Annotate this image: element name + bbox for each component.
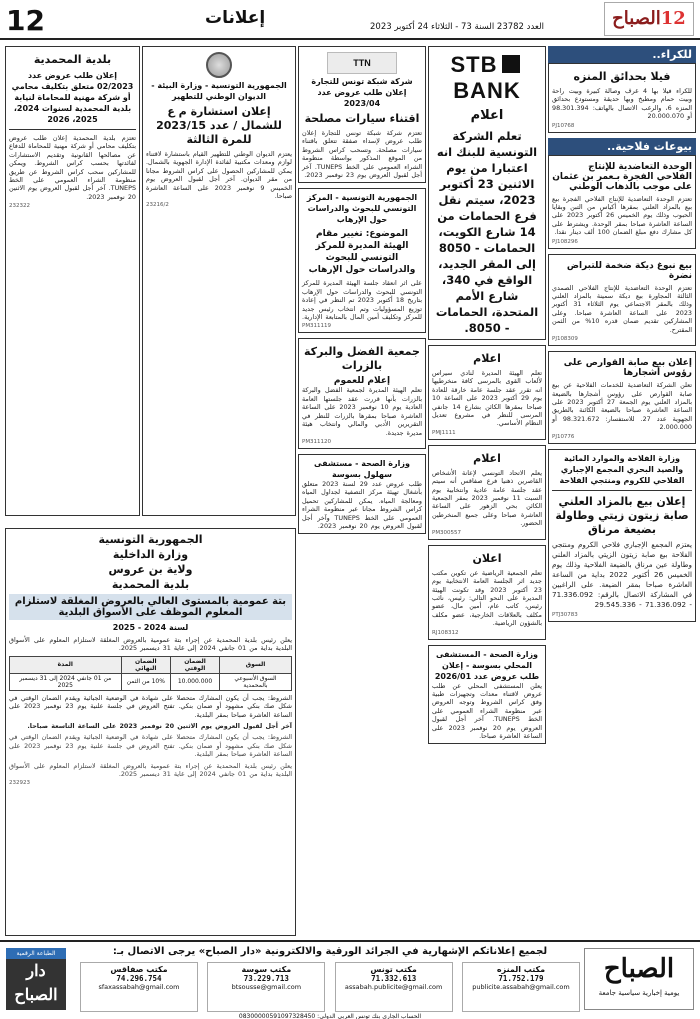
olive-ministry: وزارة الفلاحة والموارد المائية والصيد البحري المجمع الإجباري الفلاحي للكروم ومنتجي الفلاحة — [559, 453, 685, 485]
association-title: جمعية الفضل والبركة بالزرات — [304, 345, 420, 373]
office-sousse: مكتب سوسة 73.229.713 btsousse@gmail.com — [207, 962, 325, 1012]
municipality-title: بلدية المحمدية — [33, 53, 112, 66]
bank-account: الحساب الجاري بنك تونس العربي الدولي: 08300000591097328450 — [238, 1013, 422, 1019]
rent-ad — [548, 63, 696, 133]
auction-ad-2 — [548, 254, 696, 346]
offices-list — [80, 962, 580, 1012]
column-ttn — [298, 46, 426, 934]
column-onas — [142, 46, 296, 524]
center-subtitle: الموضوع: تغيير مقام الهيئة المديرة للمركز التونسي للبحوث والدراسات حول الإرهاب — [308, 229, 416, 276]
olive-title: إعلان بيع بالمزاد العلني صابة زيتون زيتي وطاولة بضيعة مرناق — [555, 494, 689, 536]
notice-3-body: تعلم الجمعية الرياضية عن تكوين مكتب جديد اثر الجلسة العامة الانتخابية يوم 23 أكتوبر 2023 وقد تكونت الهيئة المديرة على النحو التالي: رئيس، نائب رئيس، كاتب عام، أمين مال، عضو مكلف بالعلاقات الخارجية، عضو مكلف بالشؤون الرياضية. — [432, 568, 542, 628]
auction-ad-3 — [548, 351, 696, 443]
association-subtitle: إعلام للعموم — [333, 376, 391, 387]
notice-1-ref: PMJ1111 — [432, 429, 456, 436]
auction-3-title: إعلان بيع صابة القوارص على رؤوس أشجارها — [563, 358, 692, 379]
olive-ad — [548, 449, 696, 622]
wide-title-2: وزارة الداخلية — [112, 548, 189, 561]
assabah-logo: الصباح يومية إخبارية سياسية جامعة — [584, 948, 694, 1010]
newspaper-logo: 12الصباح — [604, 2, 694, 36]
ttn-subtitle: اقتناء سيارات مصلحة — [304, 112, 420, 125]
municipality-ref: 232322 — [9, 203, 30, 210]
auction-2-title: بيع نبوغ ديكة ضخمة للتبراض نضرة — [566, 260, 692, 281]
rent-ref: PJ10768 — [552, 122, 575, 129]
hospital-ad — [428, 645, 546, 745]
fees-header-temp: الضمان الوقتي — [171, 656, 220, 673]
wide-intro-repeat: يعلن رئيس بلدية المحمدية عن إجراء بتة عمومية بالعروض المغلقة لاستلزام المعلوم على الأسواق البلدية بداية من 01 جانفي 2024 إلى غاية 31 ديسمبر 2025. — [9, 761, 292, 779]
notice-2-head: اعلام — [473, 451, 501, 465]
dar-assabah-logo: الطباعة الرقمية دار الصباح — [6, 948, 66, 1010]
notice-1 — [428, 345, 546, 440]
fees-table — [9, 656, 292, 691]
wide-subject: بتة عمومية بالمستوى العالي بالعروض المغلقة لاستلزام المعلوم الموظف على الأسواق البلدية — [9, 594, 292, 620]
rent-body: للكراء فيلا بها 4 غرف وصالة كبيرة وبيت راحة وبيت حمام ومطبخ وبها حديقة ومستودع بحدائق المنزه 6، والرغب الاتصال بالهاتف: 98.301.394 أو 20.000.070 — [552, 87, 692, 121]
table-row: السوق الأسبوعي بالمحمدية 10.000.000 10% من الثمن من 01 جانفي 2024 إلى 31 ديسمبر 2025 — [10, 673, 292, 690]
notice-3-head: اعلان — [472, 551, 502, 565]
olive-ref: PTJ30783 — [552, 611, 578, 618]
wide-conditions: الشروط: يجب أن يكون المشارك متحصلا على شهادة في الوضعية الجبائية ويقدم الضمان الوقتي في شكل صك بنكي مشهود أو ضمان بنكي. تفتح العروض في جلسة علنية يوم 23 نوفمبر 2023 على الساعة العاشرة صباحا بمقر البلدية. — [9, 693, 292, 719]
auction-ad-1 — [548, 155, 696, 249]
column-stb — [428, 46, 546, 934]
onas-title: إعلان استشارة م ع للشمال / عدد 2023/15 للمرة الثالثة — [156, 105, 282, 146]
notice-1-body: تعلم الهيئة المديرة لنادي سيراس لألعاب القوى بالمرسى كافة منخرطيها انه تقرر عقد جلسة عامة خارقة للعادة يوم 29 أكتوبر 2023 على الساعة 10 صباحا بمقرها الكائن بشارع 14 جانفي المرسى للنظر في مشروع تعديل النظام الأساسي. — [432, 369, 542, 428]
stb-text: تعلم الشركة التونسية للبنك انه اعتبارا من يوم الاثنين 23 أكتوبر 2023، سيتم نقل فرع الحمامات من 14 شارع الكويت، الحمامات - 8050 إلى المقر الجديد، الواقع في 340، شارع الأمم المتحدة، الحمامات - 8050. — [435, 129, 539, 335]
auction-1-ref: PJ108296 — [552, 238, 578, 245]
office-tunis: مكتب تونس 71.332.613 assabah.publicite@gmail.com — [335, 962, 453, 1012]
rent-title: فيلا بحدائق المنزه — [573, 70, 671, 83]
market-tender-notice — [5, 528, 296, 936]
center-ref: PM311119 — [302, 323, 332, 330]
fees-header-final: الضمان النهائي — [121, 656, 170, 673]
auctions-section-label: بيوعات فلاحية.. — [548, 138, 696, 155]
ttn-body: تعتزم شركة شبكة تونس للتجارة إعلان طلب عروض لإسداء صفقة تتعلق باقتناء سيارات مصلحة. وتسحب كراس الشروط من الموقع المذكور بواسطة منظومة الشراء العمومي على الخط TUNEPS. آخر أجل لقبول العروض يوم 23 نوفمبر 2023. — [302, 129, 422, 180]
office-sfax: مكتب صفاقس 74.296.754 sfaxassabah@gmail.com — [80, 962, 198, 1012]
footer-title: لجميع إعلاناتكم الإشهارية في الجرائد الورقية والالكترونية «دار الصباح» يرجى الاتصال بـ: — [112, 946, 548, 957]
wide-title-1: الجمهورية التونسية — [98, 533, 203, 546]
wide-title-4: بلدية المحمدية — [111, 578, 190, 591]
auction-1-body: تعتزم الوحدة التعاضدية للإنتاج الفلاحي الفجرة بيع بيع بالمزاد العلني بمقرها أكياس من التبن وبقايا الحبوب وذلك يوم الخميس 26 أكتوبر 2023 على الساعة العاشرة صباحا بمقر الوحدة. ويشترط على كل مشارك دفع مبلغ الضمان 100 ألف دينار نقدا. — [552, 194, 693, 237]
wide-ref: 232923 — [9, 780, 30, 787]
health-title: وزارة الصحة - مستشفى سهلول بسوسة — [314, 458, 410, 479]
notice-1-head: اعلام — [473, 352, 501, 365]
health-ad — [298, 454, 426, 534]
fees-header-market: السوق — [219, 656, 291, 673]
page-header — [0, 0, 700, 40]
olive-body: يعتزم المجمع الإجباري فلاحي الكروم ومنتجي الفلاحة بيع صابة زيتون الزيتي بالمزاد العلني وطاولة عين مرناق بالضيعة الفلاحية وذلك يوم الخميس 26 أكتوبر 2022 بداية من الساعة العاشرة صباحا بمقر الضيعة. على الراغبين في المشاركة الاتصال بالرقم: 71.336.092 - 71.336.092 - 29.545.336 — [552, 539, 692, 609]
notice-2 — [428, 445, 546, 540]
ttn-ad — [298, 46, 426, 183]
auction-3-ref: PJ10776 — [552, 433, 575, 440]
notice-3 — [428, 545, 546, 640]
association-body: تعلم الهيئة المديرة لجمعية الفضل والبركة بالزرات بأنها قررت عقد جلستها العامة العادية يوم 10 نوفمبر 2023 على الساعة العاشرة صباحا بمقرها بالزرات للنظر في التقريرين الأدبي والمالي وانتخاب هيئة مديرة جديدة. — [302, 386, 422, 437]
hospital-title: وزارة الصحة - المستشفى المحلي بسوسة - إعلان طلب عروض عدد 2026/01 — [434, 649, 540, 681]
column-classifieds — [548, 46, 696, 934]
municipality-ad — [5, 46, 140, 516]
page-number: 12 — [6, 4, 45, 37]
onas-ministry: الجمهورية التونسية - وزارة البيئة - الديوان الوطني للتطهير — [151, 81, 287, 101]
wide-conditions-repeat: الشروط: يجب أن يكون المشارك متحصلا على شهادة في الوضعية الجبائية ويقدم الضمان الوقتي في شكل صك بنكي مشهود أو ضمان بنكي. تفتح العروض في جلسة علنية يوم 23 نوفمبر 2023 على الساعة العاشرة صباحا بمقر البلدية. — [9, 733, 292, 759]
advertising-footer — [0, 940, 700, 1019]
center-title: الجمهورية التونسية - المركز التونسي للبحوث والدراسات حول الإرهاب — [306, 193, 418, 225]
notice-3-ref: RJ108312 — [432, 629, 459, 636]
municipality-body: تعتزم بلدية المحمدية إعلان طلب عروض بتكليف محامي أو شركة مهنية للمحاماة للدفاع عن مصالحها القانونية وتقديم الاستشارات لفائدتها بحسب كراس الشروط. ويمكن للمشاركين سحب كراس الشروط عن طريق منظومة الشراء العمومي على الخط TUNEPS. آخر أجل لقبول العروض يوم الاثنين 20 نوفمبر 2023. — [9, 134, 136, 201]
column-municipality — [5, 46, 140, 524]
ttn-title: شركة شبكة تونس للتجارة إعلان طلب عروض عدد 2023/04 — [311, 77, 413, 108]
stb-logo: STBBANK — [450, 52, 521, 103]
section-title: إعلانات — [205, 8, 266, 28]
health-body: طلب عروض عدد 29 لسنة 2023 متعلق بأشغال تهيئة مركز التصفية لجداول المياه ومعالجة المياه. يمكن للمشاركين تحميل كراس الشروط مجانا عبر منظومة الشراء العمومي على الخط TUNEPS وآخر أجل لقبول العروض يوم 20 نوفمبر 2023. — [302, 479, 422, 530]
association-ad — [298, 338, 426, 448]
auction-2-body: تعتزم الوحدة التعاضدية للإنتاج الفلاحي الصمدي الثالثة المجاورة بيع ديكة سمينة بالمزاد العلني وذلك بالمقر الاجتماعي يوم الثلاثاء 31 أكتوبر 2023 على الساعة العاشرة صباحا. وعلى المشاركين تقديم ضمان قدره 10% من الثمن المقترح. — [552, 283, 692, 334]
fees-header-period: المدة — [10, 656, 122, 673]
notice-2-ref: PM300557 — [432, 529, 462, 536]
ministry-emblem-icon — [206, 52, 232, 78]
stb-heading: اعلام — [470, 108, 504, 123]
wide-period: لسنة 2024 - 2025 — [112, 623, 189, 632]
auction-2-ref: PJ108309 — [552, 336, 578, 343]
rent-section-label: للكراء.. — [548, 46, 696, 63]
onas-ad — [142, 46, 296, 516]
center-body: على اثر انعقاد جلسة الهيئة المديرة للمركز التونسي للبحوث والدراسات حول الإرهاب بتاريخ 18 أكتوبر 2023 تم النظر في إعادة توزيع المسؤوليات وتم انتخاب رئيس جديد للمركز وتكليف أمين المال بالمتابعة الإدارية. — [302, 279, 422, 322]
stb-mark-icon — [502, 55, 520, 73]
auction-1-title: الوحدة التعاضدية للإنتاج الفلاحي الفجرة بـعمر بن عثمان على موجب بالذهاب الوطني — [552, 161, 692, 192]
wide-title-3: ولاية بن عروس — [108, 563, 193, 576]
association-ref: PM311120 — [302, 438, 332, 445]
stb-ad — [428, 46, 546, 340]
ttn-logo: TTN — [327, 52, 397, 74]
wide-deadline: آخر أجل لقبول العروض يوم الاثنين 20 نوفمبر 2023 على الساعة التاسعة صباحا. — [27, 722, 292, 731]
notice-2-body: يعلم الاتحاد التونسي لإعانة الأشخاص القاصرين ذهنيا فرع صفاقس أنه سيتم عقد جلسة عامة عادية وانتخابية يوم السبت 11 نوفمبر 2023 بمقر الجمعية الكائن بحي الزهور على الساعة العاشرة صباحا وعلى جميع المنخرطين الحضور. — [432, 468, 542, 528]
auction-3-body: تعلن الشركة التعاضدية للخدمات الفلاحية عن بيع صابة القوارص على رؤوس أشجارها بالضيعة بالمزاد العلني يوم الجمعة 27 أكتوبر 2023 على الساعة العاشرة صباحا بالضيعة الكائنة بالطريق الجهوية عدد 27. للاستفسار: 98.321.672 أو 2.000.000 — [552, 381, 693, 432]
center-ad — [298, 188, 426, 333]
onas-body: يعتزم الديوان الوطني للتطهير القيام باستشارة لاقتناء لوازم ومعدات مكتبية لفائدة الإدارة الجهوية بالشمال. يمكن للمشاركين الحصول على كراس الشروط مجانا من مقر الديوان. آخر أجل لقبول العروض يوم الخميس 9 نوفمبر 2023 على الساعة العاشرة صباحا. — [146, 150, 292, 201]
municipality-subtitle: إعلان طلب عروض عدد 02/2023 متعلق بتكليف محامي أو شركة مهنية للمحاماة لنيابة بلدية المحمدية لسنوات 2024، 2025، 2026 — [11, 71, 134, 124]
issue-line: العدد 23782 السنة 73 - الثلاثاء 24 أكتوبر 2023 — [370, 22, 544, 32]
hospital-body: يعلن المستشفى المحلي عن طلب عروض لاقتناء معدات وتجهيزات طبية وفق كراس الشروط وتوجه العروض عبر منظومة الشراء العمومي على الخط TUNEPS. آخر أجل لقبول العروض يوم 20 نوفمبر 2023 على الساعة العاشرة صباحا. — [432, 681, 543, 740]
wide-intro: يعلن رئيس بلدية المحمدية عن إجراء بتة عمومية بالعروض المغلقة لاستلزام المعلوم على الأسواق البلدية بداية من 01 جانفي 2024 إلى غاية 31 ديسمبر 2025. — [9, 636, 292, 653]
office-menzah: مكتب المنزه 71.752.179 publicite.assabah@gmail.com — [462, 962, 580, 1012]
onas-ref: 23216/2 — [146, 202, 169, 209]
